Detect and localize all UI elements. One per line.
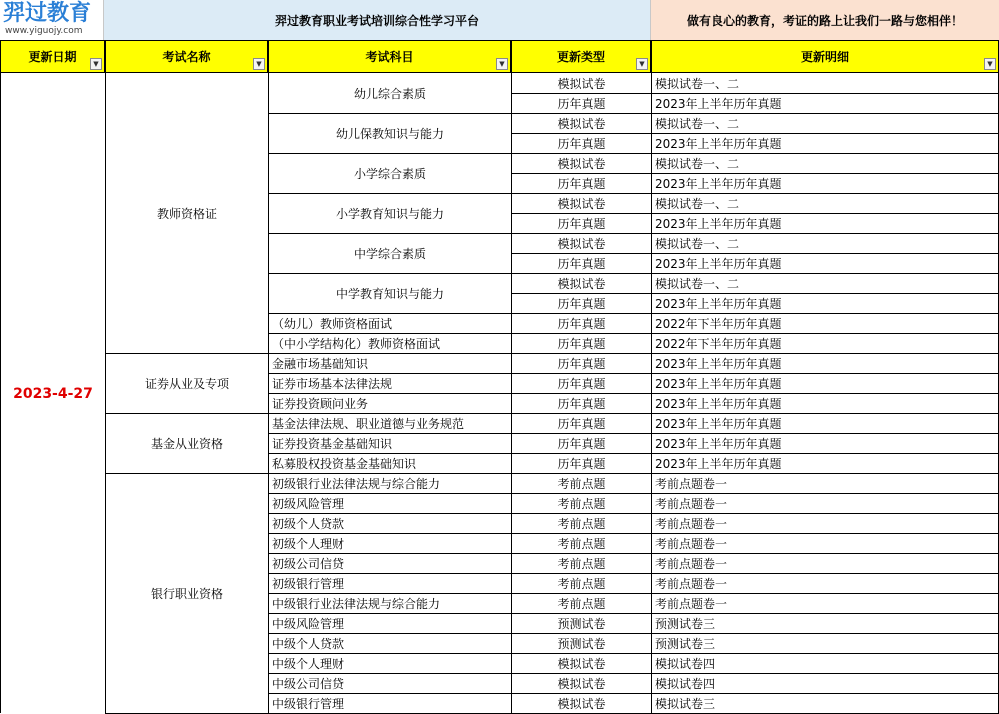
update-type-cell[interactable]: 模拟试卷 [557,76,606,91]
update-detail-cell[interactable]: 模拟试卷一、二 [655,116,740,131]
header-update-date-label: 更新日期 [28,50,77,64]
dropdown-arrow-icon[interactable]: ▼ [253,58,265,70]
update-detail-cell[interactable]: 考前点题卷一 [655,596,728,611]
update-type-cell[interactable]: 预测试卷 [557,636,606,651]
update-detail-cell[interactable]: 2023年上半年历年真题 [655,256,782,271]
update-detail-cell[interactable]: 考前点题卷一 [655,516,728,531]
dropdown-arrow-icon[interactable]: ▼ [636,58,648,70]
update-type-cell[interactable]: 考前点题 [557,476,606,491]
update-type-cell[interactable]: 考前点题 [557,496,606,511]
exam-subject-cell[interactable]: 小学教育知识与能力 [335,206,444,221]
exam-subject-cell[interactable]: 中级银行业法律法规与综合能力 [272,596,441,611]
update-type-cell[interactable]: 模拟试卷 [557,676,606,691]
update-type-cell[interactable]: 考前点题 [557,576,606,591]
update-detail-cell[interactable]: 考前点题卷一 [655,496,728,511]
update-type-cell[interactable]: 历年真题 [557,316,606,331]
update-type-cell[interactable]: 历年真题 [557,456,606,471]
platform-title[interactable] [104,0,651,40]
slogan-text: 做有良心的教育，考证的路上让我们一路与您相伴！ [686,13,963,28]
update-type-cell[interactable]: 预测试卷 [557,616,606,631]
top-banner [0,0,999,40]
update-type-cell[interactable]: 模拟试卷 [557,656,606,671]
header-update-detail[interactable] [652,41,998,72]
exam-subject-cell[interactable]: 金融市场基础知识 [272,356,369,371]
update-type-cell[interactable]: 历年真题 [557,416,606,431]
exam-subject-cell[interactable]: 证券市场基本法律法规 [272,376,393,391]
update-type-cell[interactable]: 历年真题 [557,136,606,151]
update-detail-cell[interactable]: 考前点题卷一 [655,576,728,591]
update-detail-cell[interactable]: 模拟试卷一、二 [655,196,740,211]
exam-subject-cell[interactable]: 私募股权投资基金基础知识 [272,456,417,471]
exam-subject-cell[interactable]: （中小学结构化）教师资格面试 [272,336,441,351]
update-type-cell[interactable]: 历年真题 [557,256,606,271]
update-detail-cell[interactable]: 模拟试卷四 [655,656,716,671]
exam-name-cell[interactable]: 教师资格证 [156,206,217,221]
update-detail-cell[interactable]: 模拟试卷一、二 [655,156,740,171]
update-type-cell[interactable]: 历年真题 [557,356,606,371]
exam-subject-cell[interactable]: 幼儿综合素质 [353,86,426,101]
exam-subject-cell[interactable]: 初级公司信贷 [272,556,345,571]
header-exam-subject-label: 考试科目 [365,50,414,64]
exam-subject-cell[interactable]: 证券投资顾问业务 [272,396,369,411]
exam-subject-cell[interactable]: 小学综合素质 [353,166,426,181]
brand-logo: 羿过教育 [3,1,92,26]
update-detail-cell[interactable]: 2022年下半年历年真题 [655,316,782,331]
filter-active-icon[interactable]: ▼ [90,58,102,70]
slogan-cell[interactable] [651,0,999,40]
header-exam-name[interactable] [106,41,267,72]
header-update-type[interactable] [512,41,650,72]
update-type-cell[interactable]: 考前点题 [557,536,606,551]
platform-title-text: 羿过教育职业考试培训综合性学习平台 [274,13,479,28]
exam-subject-cell[interactable]: 初级银行管理 [272,576,345,591]
exam-subject-cell[interactable]: 中级个人理财 [272,656,345,671]
update-type-cell[interactable]: 模拟试卷 [557,196,606,211]
exam-subject-cell[interactable]: 中级银行管理 [272,696,345,711]
logo-cell [0,0,104,40]
update-date-cell[interactable] [1,74,105,713]
update-detail-cell[interactable]: 2023年上半年历年真题 [655,136,782,151]
update-detail-cell[interactable]: 2023年上半年历年真题 [655,436,782,451]
header-exam-subject[interactable] [269,41,510,72]
header-exam-name-label: 考试名称 [162,50,211,64]
exam-subject-cell[interactable]: 中学综合素质 [353,246,426,261]
dropdown-arrow-icon[interactable]: ▼ [496,58,508,70]
update-detail-cell[interactable]: 考前点题卷一 [655,476,728,491]
exam-name-cell[interactable]: 证券从业及专项 [144,376,229,391]
update-detail-cell[interactable]: 考前点题卷一 [655,536,728,551]
update-type-cell[interactable]: 模拟试卷 [557,696,606,711]
column-header-row [0,40,999,73]
update-type-cell[interactable]: 历年真题 [557,216,606,231]
update-type-cell[interactable]: 模拟试卷 [557,116,606,131]
update-type-cell[interactable]: 考前点题 [557,516,606,531]
exam-subject-cell[interactable]: 初级个人理财 [272,536,345,551]
update-detail-cell[interactable]: 2023年上半年历年真题 [655,416,782,431]
update-detail-cell[interactable]: 模拟试卷一、二 [655,76,740,91]
update-detail-cell[interactable]: 模拟试卷一、二 [655,236,740,251]
update-type-cell[interactable]: 考前点题 [557,596,606,611]
update-detail-cell[interactable]: 模拟试卷四 [655,676,716,691]
exam-subject-cell[interactable]: 初级银行业法律法规与综合能力 [272,476,441,491]
exam-subject-cell[interactable]: 幼儿保教知识与能力 [335,126,444,141]
header-update-type-label: 更新类型 [556,50,605,64]
update-detail-cell[interactable]: 2023年上半年历年真题 [655,176,782,191]
update-detail-cell[interactable]: 2023年上半年历年真题 [655,356,782,371]
exam-name-cell[interactable]: 银行职业资格 [150,586,223,601]
update-type-cell[interactable]: 历年真题 [557,176,606,191]
update-type-cell[interactable]: 历年真题 [557,336,606,351]
update-detail-cell[interactable]: 2023年上半年历年真题 [655,376,782,391]
update-type-cell[interactable]: 历年真题 [557,376,606,391]
update-type-cell[interactable]: 考前点题 [557,556,606,571]
dropdown-arrow-icon[interactable]: ▼ [984,58,996,70]
update-detail-cell[interactable]: 模拟试卷一、二 [655,276,740,291]
exam-subject-cell[interactable]: 中学教育知识与能力 [335,286,444,301]
update-type-cell[interactable]: 模拟试卷 [557,156,606,171]
update-type-cell[interactable]: 历年真题 [557,436,606,451]
exam-subject-cell[interactable]: 初级风险管理 [272,496,345,511]
update-detail-cell[interactable]: 预测试卷三 [655,616,716,631]
update-date-value: 2023-4-27 [13,385,93,402]
update-type-cell[interactable]: 历年真题 [557,96,606,111]
update-detail-cell[interactable]: 预测试卷三 [655,636,716,651]
update-detail-cell[interactable]: 模拟试卷三 [655,696,716,711]
exam-subject-cell[interactable]: 初级个人贷款 [272,516,345,531]
update-detail-cell[interactable]: 2023年上半年历年真题 [655,396,782,411]
update-type-cell[interactable]: 模拟试卷 [557,236,606,251]
exam-subject-cell[interactable]: 基金法律法规、职业道德与业务规范 [272,416,465,431]
exam-subject-cell[interactable]: 中级风险管理 [272,616,345,631]
update-detail-cell[interactable]: 2023年上半年历年真题 [655,296,782,311]
exam-subject-cell[interactable]: 中级个人贷款 [272,636,345,651]
update-type-cell[interactable]: 历年真题 [557,296,606,311]
update-type-cell[interactable]: 模拟试卷 [557,276,606,291]
exam-subject-cell[interactable]: 中级公司信贷 [272,676,345,691]
exam-subject-cell[interactable]: 证券投资基金基础知识 [272,436,393,451]
update-detail-cell[interactable]: 2023年上半年历年真题 [655,456,782,471]
update-detail-cell[interactable]: 2022年下半年历年真题 [655,336,782,351]
header-update-detail-label: 更新明细 [800,50,849,64]
header-update-date[interactable] [1,41,104,72]
update-detail-cell[interactable]: 考前点题卷一 [655,556,728,571]
exam-subject-cell[interactable]: （幼儿）教师资格面试 [272,316,393,331]
update-detail-cell[interactable]: 2023年上半年历年真题 [655,216,782,231]
brand-url: www.yiguojy.com [5,26,83,36]
update-detail-cell[interactable]: 2023年上半年历年真题 [655,96,782,111]
update-type-cell[interactable]: 历年真题 [557,396,606,411]
exam-name-cell[interactable]: 基金从业资格 [150,436,223,451]
